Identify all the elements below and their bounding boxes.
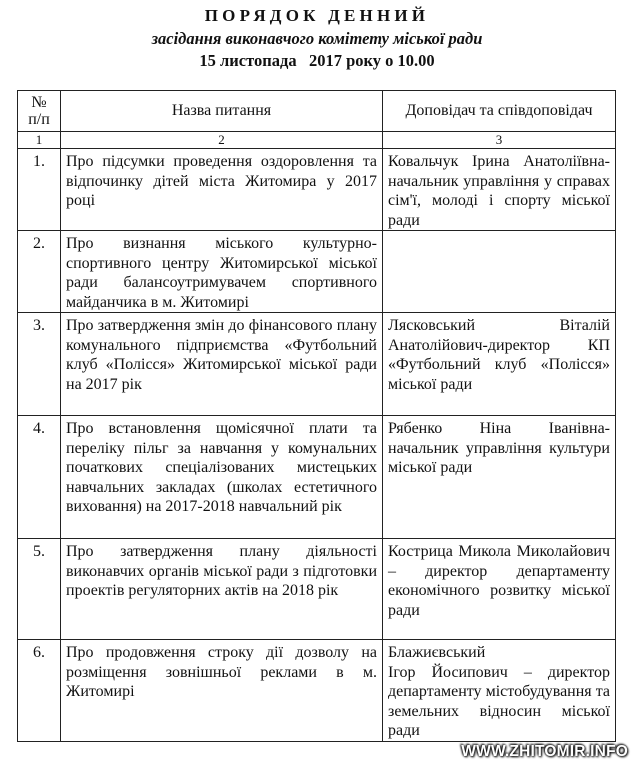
table-row xyxy=(18,539,616,640)
table-row xyxy=(18,640,616,742)
speaker-details: Ігор Йосипович – директор департаменту містобудування та земельних відносин міської ради xyxy=(388,663,610,739)
table-header-row xyxy=(18,91,616,132)
row-number: 1. xyxy=(18,149,61,231)
header-num: № п/п xyxy=(18,91,61,132)
row-speaker: Лясковський Віталій Анатолійович-директор КП «Футбольний клуб «Полісся» міської ради xyxy=(383,313,616,416)
row-speaker: Рябенко Ніна Іванівна-начальник управління культури міської ради xyxy=(383,416,616,539)
row-topic: Про підсумки проведення оздоровлення та відпочинку дітей міста Житомира у 2017 році xyxy=(61,149,383,231)
header-topic: Назва питання xyxy=(61,91,383,132)
watermark: WWW.ZHITOMIR.INFO xyxy=(461,743,628,760)
row-number: 5. xyxy=(18,539,61,640)
page-subtitle: засідання виконавчого комітету міської ради xyxy=(151,29,483,48)
row-topic: Про затвердження плану діяльності виконавчих органів міської ради з підготовки проектів регуляторних актів на 2018 рік xyxy=(61,539,383,640)
column-number: 2 xyxy=(61,132,383,149)
row-number: 3. xyxy=(18,313,61,416)
row-topic: Про визнання міського культурно-спортивного центру Житомирської міської ради балансоутримувачем спортивного майданчика в м. Житомирі xyxy=(61,231,383,313)
row-speaker: Кострица Микола Миколайович – директор департаменту економічного розвитку міської ради xyxy=(383,539,616,640)
row-speaker xyxy=(383,231,616,313)
table-row xyxy=(18,416,616,539)
row-number: 2. xyxy=(18,231,61,313)
agenda-table xyxy=(17,90,616,742)
row-topic: Про встановлення щомісячної плати та переліку пільг за навчання у комунальних початкових спеціалізованих мистецьких навчальних закладах (школах естетичного виховання) на 2017-2018 навчальний рік xyxy=(61,416,383,539)
row-number: 4. xyxy=(18,416,61,539)
speaker-surname: Блажиєвський xyxy=(388,644,486,661)
row-topic: Про продовження строку дії дозволу на розміщення зовнішньої реклами в м. Житомирі xyxy=(61,640,383,742)
table-row xyxy=(18,149,616,231)
column-number: 3 xyxy=(383,132,616,149)
row-speaker xyxy=(383,640,616,742)
column-number-row xyxy=(18,132,616,149)
row-topic: Про затвердження змін до фінансового плану комунального підприємства «Футбольний клуб «Полісся» Житомирської міської ради на 2017 рік xyxy=(61,313,383,416)
meeting-date: 15 листопада 2017 року о 10.00 xyxy=(199,51,435,70)
page-title: ПОРЯДОК ДЕННИЙ xyxy=(204,6,430,25)
column-number: 1 xyxy=(18,132,61,149)
row-speaker: Ковальчук Ірина Анатоліївна- начальник управління у справах сім'ї, молоді і спорту міської ради xyxy=(383,149,616,231)
table-row xyxy=(18,231,616,313)
table-row xyxy=(18,313,616,416)
header-speaker: Доповідач та співдоповідач xyxy=(383,91,616,132)
row-number: 6. xyxy=(18,640,61,742)
